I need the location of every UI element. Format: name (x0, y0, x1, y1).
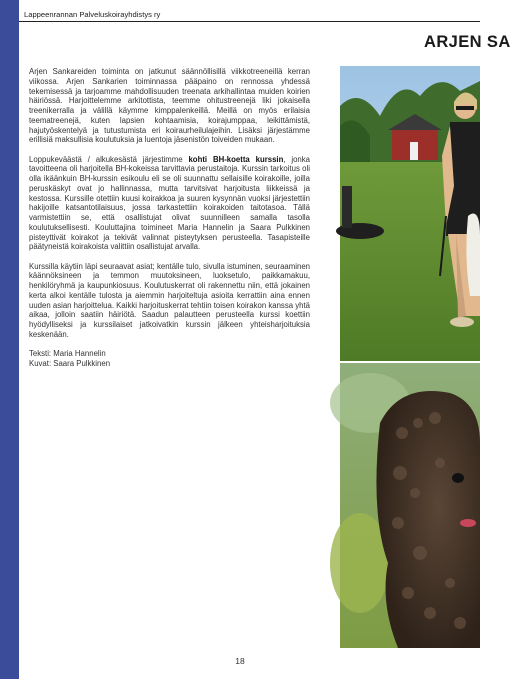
paragraph-2-intro: Loppukeväästä / alkukesästä järjestimme (29, 154, 189, 164)
credit-photos: Kuvat: Saara Pulkkinen (29, 359, 111, 369)
photo-trainer-with-dog (340, 66, 480, 361)
paragraph-2 (29, 155, 310, 253)
page-number: 18 (235, 656, 245, 666)
paragraph-2-rest: , jonka tavoitteena oli harjoitella BH-kokeissa tarvittavia perustaitoja. Kurssin tarkoitus oli olla ikäänkuin BH-kurssin esikoulu eli se oli suunnattu sellaisille koirakoille, joilla peruskäskyt ovat jo hallinnassa, mutta tarvitsivat harjoitusta liikkeissä ja kestossa. Kurssille otettiin kuusi koirakkoa ja suuren kysynnän vuoksi järjestettiin hakijoille katsantotilaisuus, jossa tarkastettiin koirakoiden taitotasoa. Tällä varmistettiin se, että osallistujat olivat suunnilleen samalla tasolla koulutuksellisesti. Kouluttajina toimineet Maria Hannelin ja Saara Pulkkinen pisteyttivät koirakot ja tekivät valinnat pisteytyksen perusteella. Tasapisteille päätyneistä koirakoista valittiin osallistujat arvalla. (29, 154, 310, 252)
article-title: ARJEN SA (424, 33, 511, 51)
credit-text: Teksti: Maria Hannelin (29, 349, 106, 359)
article-body (29, 67, 310, 369)
photo-curly-dog (340, 363, 480, 648)
running-header: Lappeenrannan Palveluskoirayhdistys ry (24, 10, 161, 19)
header-divider (19, 21, 480, 22)
credits (29, 349, 310, 369)
left-accent-bar (0, 0, 19, 679)
paragraph-1: Arjen Sankareiden toiminta on jatkunut säännöllisillä viikkotreeneillä kerran viikossa. Arjen Sankarien toiminnassa pääpaino on rennossa yhdessä tekemisessä ja tarjoamme mahdollisuuden treenata arkihallintaa muiden koirien häiriössä. Harjoittelemme arkitottista, teemme ohitustreenejä liki jokaisella treenikerralla ja välillä käymme kimppalenkeillä. Meillä on myös erilaisia teematreenejä, kuten lapsien kohtaamisia, koirajumppaa, leikittämistä, hajutyöskentelyä ja tutustumista eri koiraurheilulajeihin. Lisäksi järjestämme erillisiä maksullisia koulutuksia ja luentoja jäsenistön toiveiden mukaan. (29, 67, 310, 145)
course-name: kohti BH-koetta kurssin (188, 154, 284, 164)
paragraph-3: Kurssilla käytiin läpi seuraavat asiat; kentälle tulo, sivulla istuminen, seuraaminen käännöksineen ja temmon muutoksineen, luoksetulo, paikkamakuu, henkilöryhmä ja kaupunkiosuus. Koulutuskerrat oli rakennettu niin, että jokainen kerta alkoi kentälle tulosta ja aiemmin harjoiteltuja asioita kerrattiin aina ennen uuden asian harjoittelua. Kaikki harjoituskerrat tehtiin toisen koirakon kanssa yhtä aikaa, jolloin saatiin häiriötä. Saadun palautteen perusteella kurssi koettiin hyödylliseksi ja kurssilaiset jatkoivatkin kurssin jälkeen yhteisharjoituksia keskenään. (29, 261, 310, 339)
